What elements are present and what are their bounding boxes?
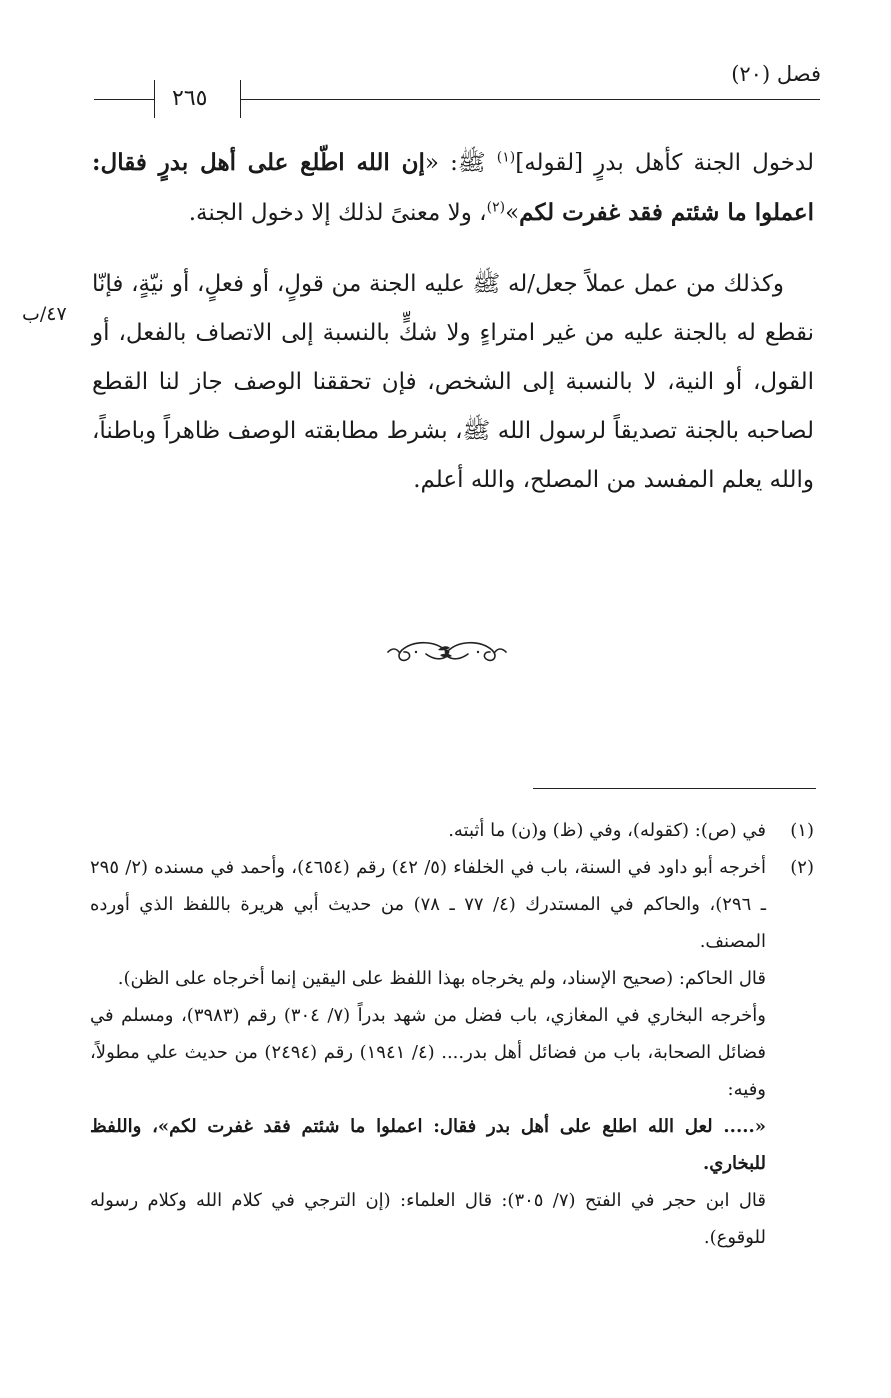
- header-rule-right: [240, 99, 820, 100]
- page-number: ٢٦٥: [172, 86, 208, 111]
- paragraph-2: وكذلك من عمل عملاً جعل/له ﷺ عليه الجنة من قولٍ، أو فعلٍ، أو نيّةٍ، فإنّا نقطع له بالجنة عليه من غير امتراءٍ ولا شكٍّ بالنسبة إلى الاتصاف بالفعل، أو القول، أو النية، لا بالنسبة إلى الشخص، فإن تحققنا الوصف جاز لنا القطع لصاحبه بالجنة تصديقاً لرسول الله ﷺ، بشرط مطابقته الوصف ظاهراً وباطناً، والله يعلم المفسد من المصلح، والله أعلم.: [92, 271, 814, 493]
- paragraph-1: [92, 138, 814, 238]
- footnote-separator: [533, 788, 816, 789]
- header-divider-left: [154, 80, 155, 118]
- paragraph-1-text: لدخول الجنة كأهل بدرٍ [لقوله]: [515, 150, 814, 176]
- main-text: [92, 138, 814, 505]
- header-rule-left: [94, 99, 154, 100]
- manuscript-folio-note: ٤٧/ب: [22, 303, 67, 325]
- chapter-title: فصل (٢٠): [731, 62, 821, 86]
- hadith-quote: إن الله اطّلع على أهل بدرٍ فقال: اعملوا ما شئتم فقد غفرت لكم: [92, 149, 814, 226]
- footnote-text: قال ابن حجر في الفتح (٧/ ٣٠٥): قال العلماء: (إن الترجي في كلام الله وكلام رسوله للوقوع).: [90, 1190, 766, 1248]
- footnotes: [90, 812, 814, 1256]
- footnote-2: [90, 849, 814, 1256]
- footnote-quote: «..... لعل الله اطلع على أهل بدر فقال: اعملوا ما شئتم فقد غفرت لكم»، واللفظ للبخاري.: [90, 1116, 766, 1174]
- footnote-text: في (ص): (كقوله)، وفي (ظ) و(ن) ما أثبته.: [448, 820, 766, 841]
- footnote-number: (٢): [790, 857, 814, 878]
- footnote-text: قال الحاكم: (صحيح الإسناد، ولم يخرجاه بهذا اللفظ على اليقين إنما أخرجاه على الظن).: [117, 968, 766, 989]
- footnote-ref-2: (٢): [486, 199, 506, 216]
- footnote-number: (١): [790, 820, 814, 841]
- footnote-ref-1: (١): [496, 149, 516, 166]
- footnote-text: وأخرجه البخاري في المغازي، باب فضل من شهد بدراً (٧/ ٣٠٤) رقم (٣٩٨٣)، ومسلم في فضائل الصحابة، باب من فضائل أهل بدر.... (٤/ ١٩٤١) رقم (٢٤٩٤) من حديث علي مطولاً، وفيه:: [90, 1005, 767, 1100]
- floral-divider-icon: [386, 634, 508, 670]
- salutation-text: ﷺ: «: [424, 150, 497, 176]
- footnote-text: أخرجه أبو داود في السنة، باب في الخلفاء (٥/ ٤٢) رقم (٤٦٥٤)، وأحمد في مسنده (٢/ ٢٩٥ ـ ٢٩٦)، والحاكم في المستدرك (٤/ ٧٧ ـ ٧٨) من حديث أبي هريرة باللفظ الذي أورده المصنف.: [90, 857, 766, 952]
- footnote-1: [90, 812, 814, 849]
- paragraph-1-ending: ، ولا معنىً لذلك إلا دخول الجنة.: [188, 200, 487, 226]
- quote-close: »: [505, 200, 520, 226]
